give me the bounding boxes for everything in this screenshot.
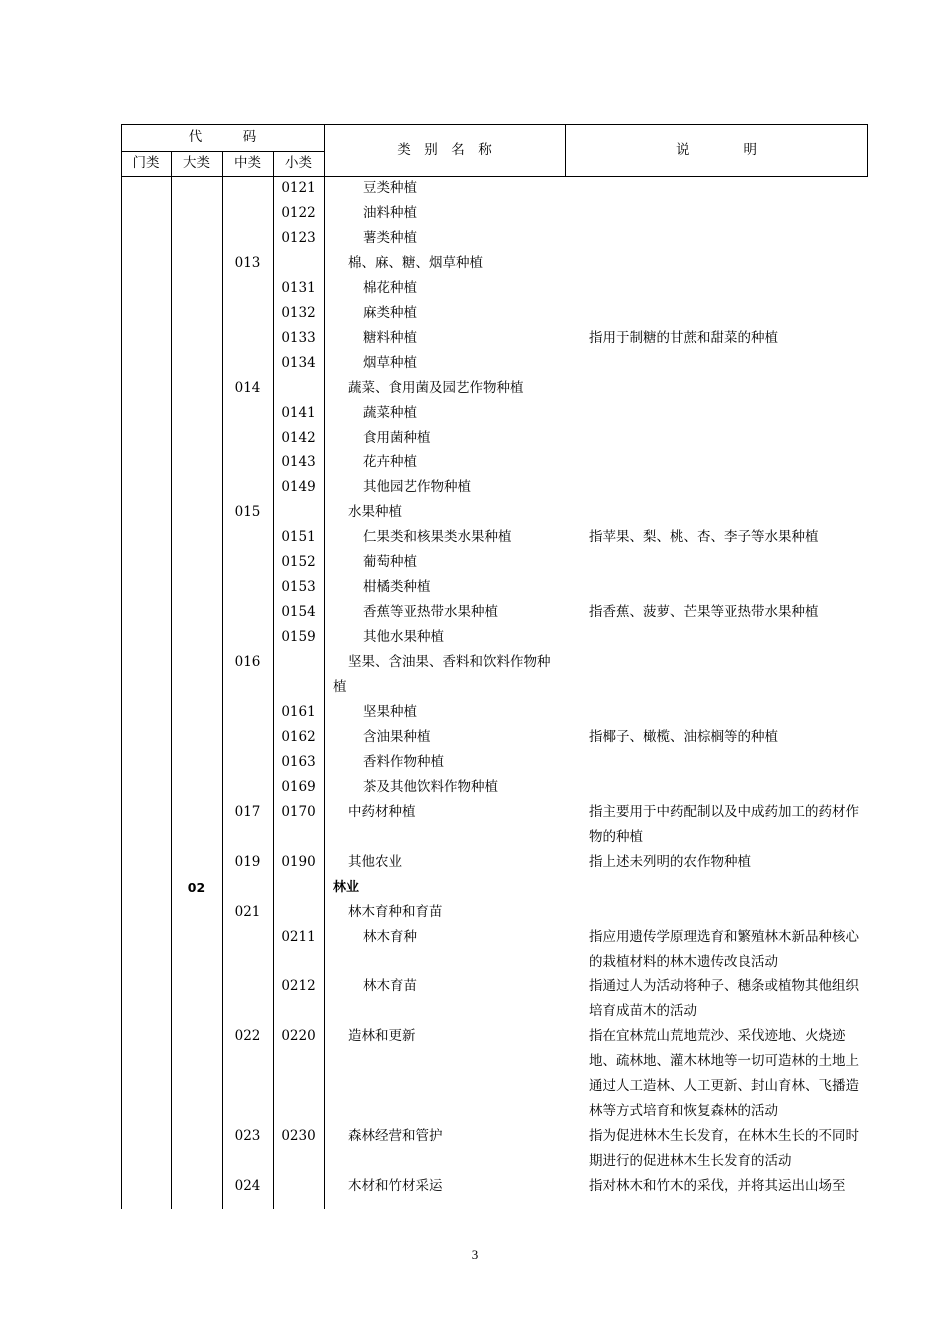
category-description: 指上述未列明的农作物种植 xyxy=(589,853,751,870)
minor-code: 0212 xyxy=(281,978,316,995)
minor-code: 0162 xyxy=(281,728,316,745)
category-name: 蔬菜种植 xyxy=(363,404,417,421)
table-row xyxy=(121,625,868,650)
table-row xyxy=(121,974,868,1020)
category-name: 林木育苗 xyxy=(363,978,417,995)
table-row xyxy=(121,1174,868,1199)
middle-code: 013 xyxy=(234,254,261,271)
category-description: 指椰子、橄榄、油棕榈等的种植 xyxy=(589,728,778,745)
minor-code: 0153 xyxy=(281,579,316,596)
middle-code: 022 xyxy=(234,1028,261,1045)
minor-code: 0133 xyxy=(281,329,316,346)
header-code: 代 码 xyxy=(188,129,257,145)
minor-code: 0154 xyxy=(281,604,316,621)
minor-code: 0149 xyxy=(281,479,316,496)
middle-code: 023 xyxy=(234,1128,261,1145)
header-middle: 中类 xyxy=(234,155,261,171)
minor-code: 0143 xyxy=(281,454,316,471)
category-name: 麻类种植 xyxy=(363,304,417,321)
category-name: 食用菌种植 xyxy=(363,429,431,446)
middle-code: 014 xyxy=(234,379,261,396)
category-name: 花卉种植 xyxy=(363,454,417,471)
category-name: 油料种植 xyxy=(363,204,417,221)
category-name: 葡萄种植 xyxy=(363,554,417,571)
table-row xyxy=(121,376,868,401)
table-row xyxy=(121,301,868,326)
category-name: 仁果类和核果类水果种植 xyxy=(363,529,512,546)
category-name: 林木育种 xyxy=(363,928,417,945)
table-row xyxy=(121,600,868,625)
table-row xyxy=(121,550,868,575)
middle-code: 019 xyxy=(234,853,261,870)
table-row xyxy=(121,201,868,226)
table-row xyxy=(121,825,868,850)
table-row xyxy=(121,176,868,201)
category-name: 蔬菜、食用菌及园艺作物种植 xyxy=(348,379,524,396)
category-name: 中药材种植 xyxy=(348,803,416,820)
table-row xyxy=(121,800,868,845)
category-description: 指应用遗传学原理选育和繁殖林木新品种核心的栽植材料的林木遗传改良活动 xyxy=(589,928,859,970)
table-row xyxy=(121,650,868,675)
middle-code: 021 xyxy=(234,903,261,920)
category-name: 坚果、含油果、香料和饮料作物种 xyxy=(348,654,551,671)
table-row xyxy=(121,1049,868,1074)
minor-code: 0152 xyxy=(281,554,316,571)
table-row xyxy=(121,850,868,875)
minor-code: 0132 xyxy=(281,304,316,321)
minor-code: 0151 xyxy=(281,529,316,546)
category-description: 指在宜林荒山荒地荒沙、采伐迹地、火烧迹地、疏林地、灌木林地等一切可造林的土地上通过人工造林、人工更新、封山育林、飞播造林等方式培育和恢复森林的活动 xyxy=(589,1028,859,1120)
page-number: 3 xyxy=(471,1247,479,1262)
table-row xyxy=(121,925,868,970)
header-minor: 小类 xyxy=(285,155,312,171)
classification-table xyxy=(121,124,868,1209)
category-name: 含油果种植 xyxy=(363,728,431,745)
minor-code: 0131 xyxy=(281,279,316,296)
table-border-top xyxy=(121,124,868,125)
category-name: 棉、麻、糖、烟草种植 xyxy=(348,254,483,271)
header-door: 门类 xyxy=(132,155,160,171)
category-name: 柑橘类种植 xyxy=(363,579,431,596)
table-row xyxy=(121,750,868,775)
category-name: 其他农业 xyxy=(348,853,402,870)
minor-code: 0190 xyxy=(281,853,316,870)
minor-code: 0121 xyxy=(281,180,316,196)
table-row xyxy=(121,999,868,1024)
minor-code: 0142 xyxy=(281,429,316,446)
category-description: 指用于制糖的甘蔗和甜菜的种植 xyxy=(589,329,778,346)
major-code: 02 xyxy=(187,879,206,895)
category-description: 指对林木和竹木的采伐，并将其运出山场至 xyxy=(589,1178,846,1194)
minor-code: 0141 xyxy=(281,404,316,421)
category-name: 水果种植 xyxy=(348,504,402,521)
category-name: 烟草种植 xyxy=(363,354,417,371)
table-row xyxy=(121,401,868,426)
minor-code: 0169 xyxy=(281,778,316,795)
category-name: 棉花种植 xyxy=(363,279,417,296)
minor-code: 0134 xyxy=(281,354,316,371)
minor-code: 0123 xyxy=(281,229,316,246)
table-row xyxy=(121,700,868,725)
table-row xyxy=(121,900,868,925)
category-name: 其他水果种植 xyxy=(363,629,444,646)
category-name: 木材和竹材采运 xyxy=(348,1178,443,1194)
table-row xyxy=(121,725,868,750)
middle-code: 017 xyxy=(234,803,261,820)
table-row xyxy=(121,475,868,500)
minor-code: 0220 xyxy=(281,1028,316,1045)
minor-code: 0122 xyxy=(281,204,316,221)
table-row xyxy=(121,351,868,376)
category-name: 森林经营和管护 xyxy=(348,1128,443,1145)
category-name: 坚果种植 xyxy=(363,703,417,720)
table-row xyxy=(121,1074,868,1099)
middle-code: 015 xyxy=(234,504,261,521)
header-major: 大类 xyxy=(183,155,210,171)
table-row xyxy=(121,226,868,251)
table-row xyxy=(121,251,868,276)
table-row xyxy=(121,1024,868,1120)
table-row xyxy=(121,500,868,525)
middle-code: 024 xyxy=(234,1178,261,1194)
table-row xyxy=(121,326,868,351)
minor-code: 0159 xyxy=(281,629,316,646)
category-name: 香料作物种植 xyxy=(363,753,444,770)
table-row xyxy=(121,875,868,900)
table-row xyxy=(121,450,868,475)
category-name: 造林和更新 xyxy=(348,1028,416,1045)
table-row xyxy=(121,1124,868,1170)
category-name: 香蕉等亚热带水果种植 xyxy=(363,604,498,621)
category-name: 豆类种植 xyxy=(363,180,417,196)
table-row xyxy=(121,575,868,600)
category-description: 指苹果、梨、桃、杏、李子等水果种植 xyxy=(589,529,819,546)
header-desc: 说 明 xyxy=(676,142,757,158)
table-row xyxy=(121,276,868,301)
category-name: 糖料种植 xyxy=(363,329,417,346)
table-row xyxy=(121,675,868,700)
minor-code: 0161 xyxy=(281,703,316,720)
table-row xyxy=(121,1149,868,1174)
category-name: 植 xyxy=(333,679,347,695)
table-row xyxy=(121,426,868,451)
category-description: 指香蕉、菠萝、芒果等亚热带水果种植 xyxy=(589,604,819,621)
category-name: 茶及其他饮料作物种植 xyxy=(363,778,498,795)
minor-code: 0230 xyxy=(281,1128,316,1145)
header-name: 类 别 名 称 xyxy=(397,142,492,158)
table-row xyxy=(121,775,868,800)
table-row xyxy=(121,1099,868,1124)
category-description: 指为促进林木生长发育，在林木生长的不同时期进行的促进林木生长发育的活动 xyxy=(589,1128,859,1170)
minor-code: 0163 xyxy=(281,753,316,770)
category-name: 薯类种植 xyxy=(363,229,417,246)
minor-code: 0170 xyxy=(281,803,316,820)
category-description: 指主要用于中药配制以及中成药加工的药材作物的种植 xyxy=(589,803,859,845)
category-name: 林业 xyxy=(333,879,360,895)
category-name: 其他园艺作物种植 xyxy=(363,479,471,496)
table-row xyxy=(121,525,868,550)
minor-code: 0211 xyxy=(281,928,316,945)
table-row xyxy=(121,949,868,974)
middle-code: 016 xyxy=(234,654,261,671)
category-name: 林木育种和育苗 xyxy=(348,903,443,920)
category-description: 指通过人为活动将种子、穗条或植物其他组织培育成苗木的活动 xyxy=(589,978,859,1020)
